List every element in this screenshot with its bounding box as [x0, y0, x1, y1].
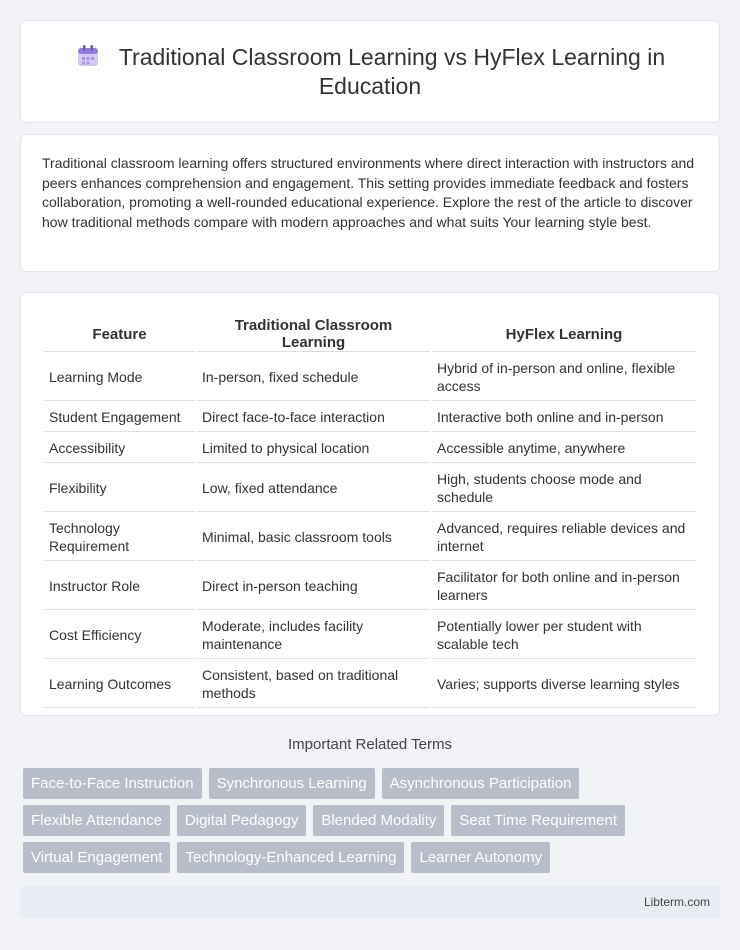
term-tag[interactable]: Digital Pedagogy [177, 805, 306, 836]
title-card [20, 20, 720, 123]
page-title-wrap [21, 43, 719, 101]
related-terms-list [23, 768, 663, 879]
comparison-table [42, 315, 698, 710]
footer-site-link[interactable]: Libterm.com [643, 895, 710, 909]
feature-cell: Technology Requirement [44, 514, 195, 561]
table-header-row [44, 317, 696, 352]
hyflex-cell: Hybrid of in-person and online, flexible access [432, 354, 696, 401]
header-traditional: Traditional Classroom Learning [197, 317, 430, 352]
term-tag[interactable]: Asynchronous Participation [382, 768, 580, 799]
table-row [44, 403, 696, 432]
comparison-card [20, 292, 720, 716]
intro-card [20, 134, 720, 272]
term-tag[interactable]: Blended Modality [313, 805, 444, 836]
footer [20, 886, 720, 919]
traditional-cell: Direct face-to-face interaction [197, 403, 430, 432]
traditional-cell: Direct in-person teaching [197, 563, 430, 610]
table-row [44, 354, 696, 401]
hyflex-cell: Potentially lower per student with scalable tech [432, 612, 696, 659]
term-tag[interactable]: Synchronous Learning [209, 768, 375, 799]
term-tag[interactable]: Learner Autonomy [411, 842, 550, 873]
table-row [44, 563, 696, 610]
feature-cell: Learning Mode [44, 354, 195, 401]
related-terms-heading: Important Related Terms [288, 736, 452, 753]
traditional-cell: Moderate, includes facility maintenance [197, 612, 430, 659]
hyflex-cell: Interactive both online and in-person [432, 403, 696, 432]
feature-cell: Flexibility [44, 465, 195, 512]
traditional-cell: In-person, fixed schedule [197, 354, 430, 401]
term-tag[interactable]: Seat Time Requirement [451, 805, 625, 836]
page-title: Traditional Classroom Learning vs HyFlex Learning in Education [118, 44, 666, 99]
calendar-icon [75, 43, 101, 69]
hyflex-cell: High, students choose mode and schedule [432, 465, 696, 512]
traditional-cell: Minimal, basic classroom tools [197, 514, 430, 561]
term-tag[interactable]: Virtual Engagement [23, 842, 170, 873]
hyflex-cell: Varies; supports diverse learning styles [432, 661, 696, 708]
feature-cell: Instructor Role [44, 563, 195, 610]
traditional-cell: Limited to physical location [197, 434, 430, 463]
traditional-cell: Consistent, based on traditional methods [197, 661, 430, 708]
table-row [44, 514, 696, 561]
feature-cell: Student Engagement [44, 403, 195, 432]
hyflex-cell: Accessible anytime, anywhere [432, 434, 696, 463]
feature-cell: Accessibility [44, 434, 195, 463]
table-row [44, 434, 696, 463]
term-tag[interactable]: Flexible Attendance [23, 805, 170, 836]
term-tag[interactable]: Technology-Enhanced Learning [177, 842, 404, 873]
table-row [44, 612, 696, 659]
feature-cell: Learning Outcomes [44, 661, 195, 708]
intro-paragraph: Traditional classroom learning offers structured environments where direct interaction with instructors and peers enhances comprehension and engagement. This setting provides immediate feedback and fosters collaboration, promoting a well-rounded educational experience. Explore the rest of the article to discover how traditional methods compare with modern approaches and what suits Your learning style best. [42, 155, 695, 230]
table-row [44, 465, 696, 512]
traditional-cell: Low, fixed attendance [197, 465, 430, 512]
feature-cell: Cost Efficiency [44, 612, 195, 659]
header-feature: Feature [44, 317, 195, 352]
hyflex-cell: Facilitator for both online and in-person learners [432, 563, 696, 610]
hyflex-cell: Advanced, requires reliable devices and internet [432, 514, 696, 561]
table-row [44, 661, 696, 708]
term-tag[interactable]: Face-to-Face Instruction [23, 768, 202, 799]
header-hyflex: HyFlex Learning [432, 317, 696, 352]
